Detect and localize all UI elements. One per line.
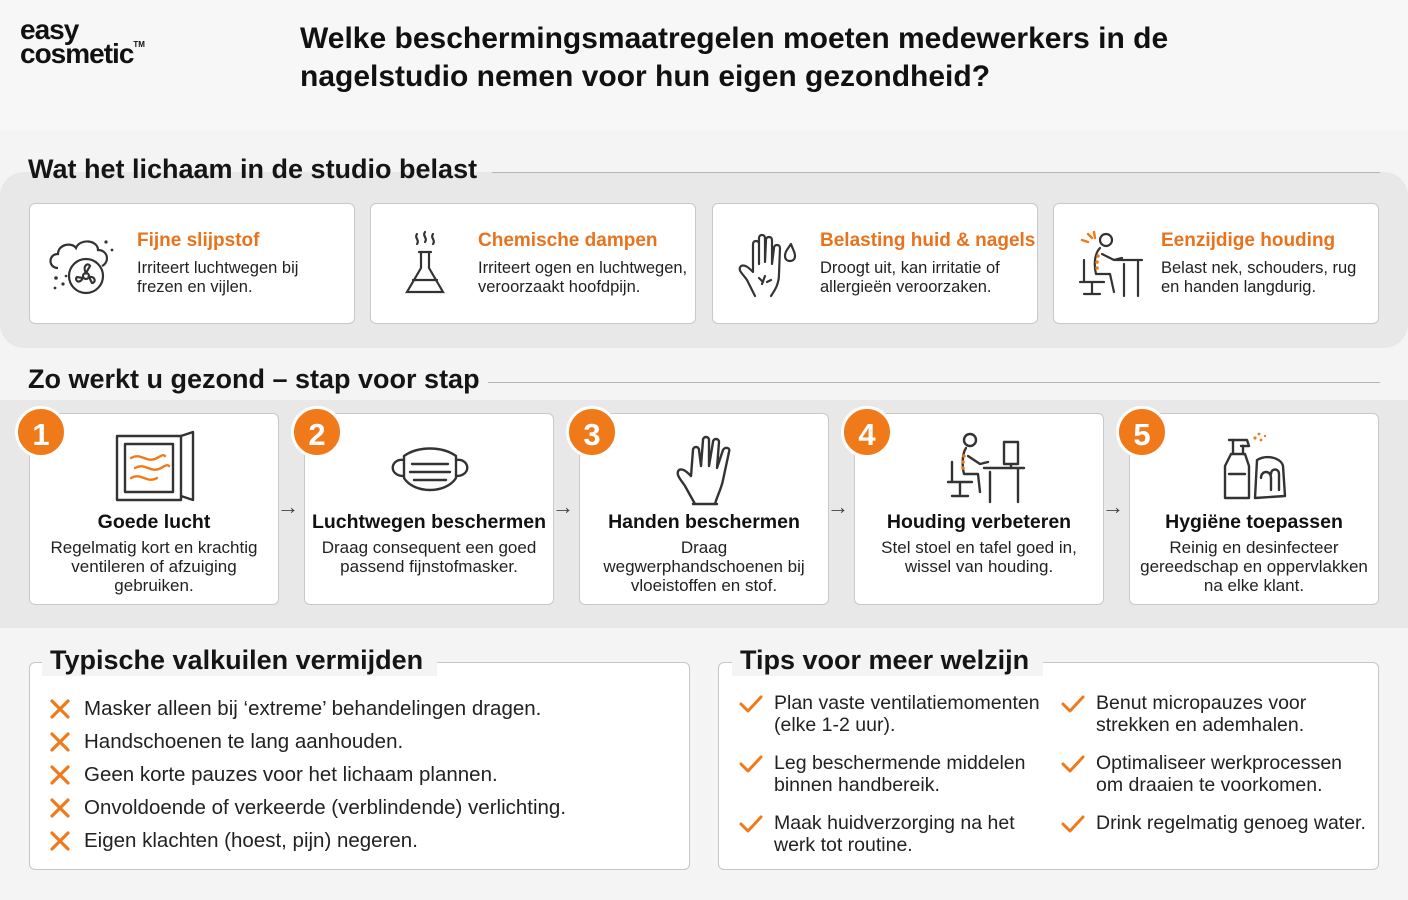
burden-section-title: Wat het lichaam in de studio belast <box>28 154 478 184</box>
tip-text: Leg beschermende middelen binnen handbereik. <box>774 752 1026 796</box>
tip-text: Plan vaste ventilatiemomenten (elke 1-2 uur). <box>774 692 1040 736</box>
pitfalls-list <box>48 692 566 857</box>
tip-item <box>1060 812 1372 835</box>
burden-card-text: Irriteert ogen en luchtwegen, veroorzaakt hoofdpijn. <box>478 259 688 296</box>
tip-text: Drink regelmatig genoeg water. <box>1096 812 1366 834</box>
pitfall-item <box>48 725 566 758</box>
page-title: Welke beschermingsmaatregelen moeten medewerkers in de nagelstudio nemen voor hun eigen gezondheid? <box>300 22 1169 93</box>
step-text: Reinig en desinfecteer gereedschap en oppervlakken na elke klant. <box>1140 538 1368 595</box>
seated-posture-icon <box>1070 230 1146 300</box>
tips-list-right <box>1060 692 1372 851</box>
step-badge-5: 5 <box>1116 406 1168 458</box>
pitfall-item <box>48 758 566 791</box>
tip-text: Optimaliseer werkprocessen om draaien te voorkomen. <box>1096 752 1343 796</box>
x-mark-icon <box>48 829 72 853</box>
x-mark-icon <box>48 763 72 787</box>
tip-item <box>738 752 1058 796</box>
burden-card-title: Chemische dampen <box>478 230 658 251</box>
spray-cloth-icon <box>1205 430 1305 506</box>
easycosmetic-logo <box>20 14 145 69</box>
step-arrow-icon: → <box>552 494 574 519</box>
tip-text: Benut micropauzes voor strekken en ademhalen. <box>1096 692 1307 736</box>
header <box>0 0 1408 130</box>
step-title: Houding verbeteren <box>886 511 1072 533</box>
step-badge-4: 4 <box>841 406 893 458</box>
burden-card-text: Irriteert luchtwegen bij frezen en vijlen. <box>137 259 299 296</box>
step-title: Luchtwegen beschermen <box>311 511 547 533</box>
check-mark-icon <box>738 753 764 775</box>
tip-item <box>1060 752 1372 796</box>
check-mark-icon <box>738 693 764 715</box>
tip-item <box>1060 692 1372 736</box>
burden-card-title: Fijne slijpstof <box>137 230 260 251</box>
step-title: Handen beschermen <box>608 511 800 533</box>
logo-line2: cosmetic <box>20 37 134 69</box>
burden-card-skin <box>712 203 1038 324</box>
step-badge-2: 2 <box>291 406 343 458</box>
burden-card-dust <box>29 203 355 324</box>
step-card-1 <box>29 413 279 605</box>
logo-line1: easy <box>20 14 79 45</box>
flask-fumes-icon <box>387 230 463 300</box>
x-mark-icon <box>48 697 72 721</box>
step-text: Draag consequent een goed passend fijnstofmasker. <box>321 538 537 576</box>
step-badge-3: 3 <box>566 406 618 458</box>
tip-item <box>738 812 1058 856</box>
step-arrow-icon: → <box>1102 494 1124 519</box>
steps-section-title: Zo werkt u gezond – stap voor stap <box>28 364 480 394</box>
step-card-5 <box>1129 413 1379 605</box>
desk-posture-icon <box>930 430 1030 506</box>
step-card-2 <box>304 413 554 605</box>
x-mark-icon <box>48 796 72 820</box>
dust-fan-icon <box>46 230 122 300</box>
step-title: Hygiëne toepassen <box>1165 511 1343 533</box>
check-mark-icon <box>1060 693 1086 715</box>
tips-list-left <box>738 692 1058 872</box>
step-title: Goede lucht <box>97 511 211 533</box>
pitfall-text: Eigen klachten (hoest, pijn) negeren. <box>84 828 418 852</box>
tip-text: Maak huidverzorging na het werk tot routine. <box>774 812 1015 856</box>
burden-card-fumes <box>370 203 696 324</box>
burden-card-text: Belast nek, schouders, rug en handen langdurig. <box>1161 259 1357 296</box>
pitfall-text: Geen korte pauzes voor het lichaam plannen. <box>84 762 498 786</box>
mask-icon <box>380 430 480 506</box>
pitfall-item <box>48 791 566 824</box>
pitfall-item <box>48 692 566 725</box>
pitfall-item <box>48 824 566 857</box>
pitfall-text: Masker alleen bij ‘extreme’ behandelingen dragen. <box>84 696 542 720</box>
logo-tm: TM <box>133 39 145 49</box>
burden-card-title: Eenzijdige houding <box>1161 230 1336 251</box>
burden-card-text: Droogt uit, kan irritatie of allergieën veroorzaken. <box>820 259 1000 296</box>
step-text: Draag wegwerphandschoenen bij vloeistoffen en stof. <box>603 538 805 595</box>
check-mark-icon <box>1060 753 1086 775</box>
glove-icon <box>655 430 755 506</box>
step-text: Regelmatig kort en krachtig ventileren of afzuiging gebruiken. <box>50 538 258 595</box>
pitfall-text: Onvoldoende of verkeerde (verblindende) verlichting. <box>84 795 567 819</box>
pitfalls-title: Typische valkuilen vermijden <box>42 645 437 676</box>
x-mark-icon <box>48 730 72 754</box>
burden-card-posture <box>1053 203 1379 324</box>
step-arrow-icon: → <box>277 494 299 519</box>
check-mark-icon <box>1060 813 1086 835</box>
step-card-3 <box>579 413 829 605</box>
burden-card-title: Belasting huid & nagels <box>820 230 1036 251</box>
step-arrow-icon: → <box>827 494 849 519</box>
steps-title-rule <box>488 382 1380 383</box>
window-airflow-icon <box>105 430 205 506</box>
tips-title: Tips voor meer welzijn <box>732 645 1043 676</box>
burden-title-rule <box>492 172 1380 173</box>
tip-item <box>738 692 1058 736</box>
hand-drop-icon <box>729 230 805 300</box>
step-text: Stel stoel en tafel goed in, wissel van houding. <box>881 538 1077 576</box>
step-card-4 <box>854 413 1104 605</box>
check-mark-icon <box>738 813 764 835</box>
pitfall-text: Handschoenen te lang aanhouden. <box>84 729 404 753</box>
step-badge-1: 1 <box>15 406 67 458</box>
